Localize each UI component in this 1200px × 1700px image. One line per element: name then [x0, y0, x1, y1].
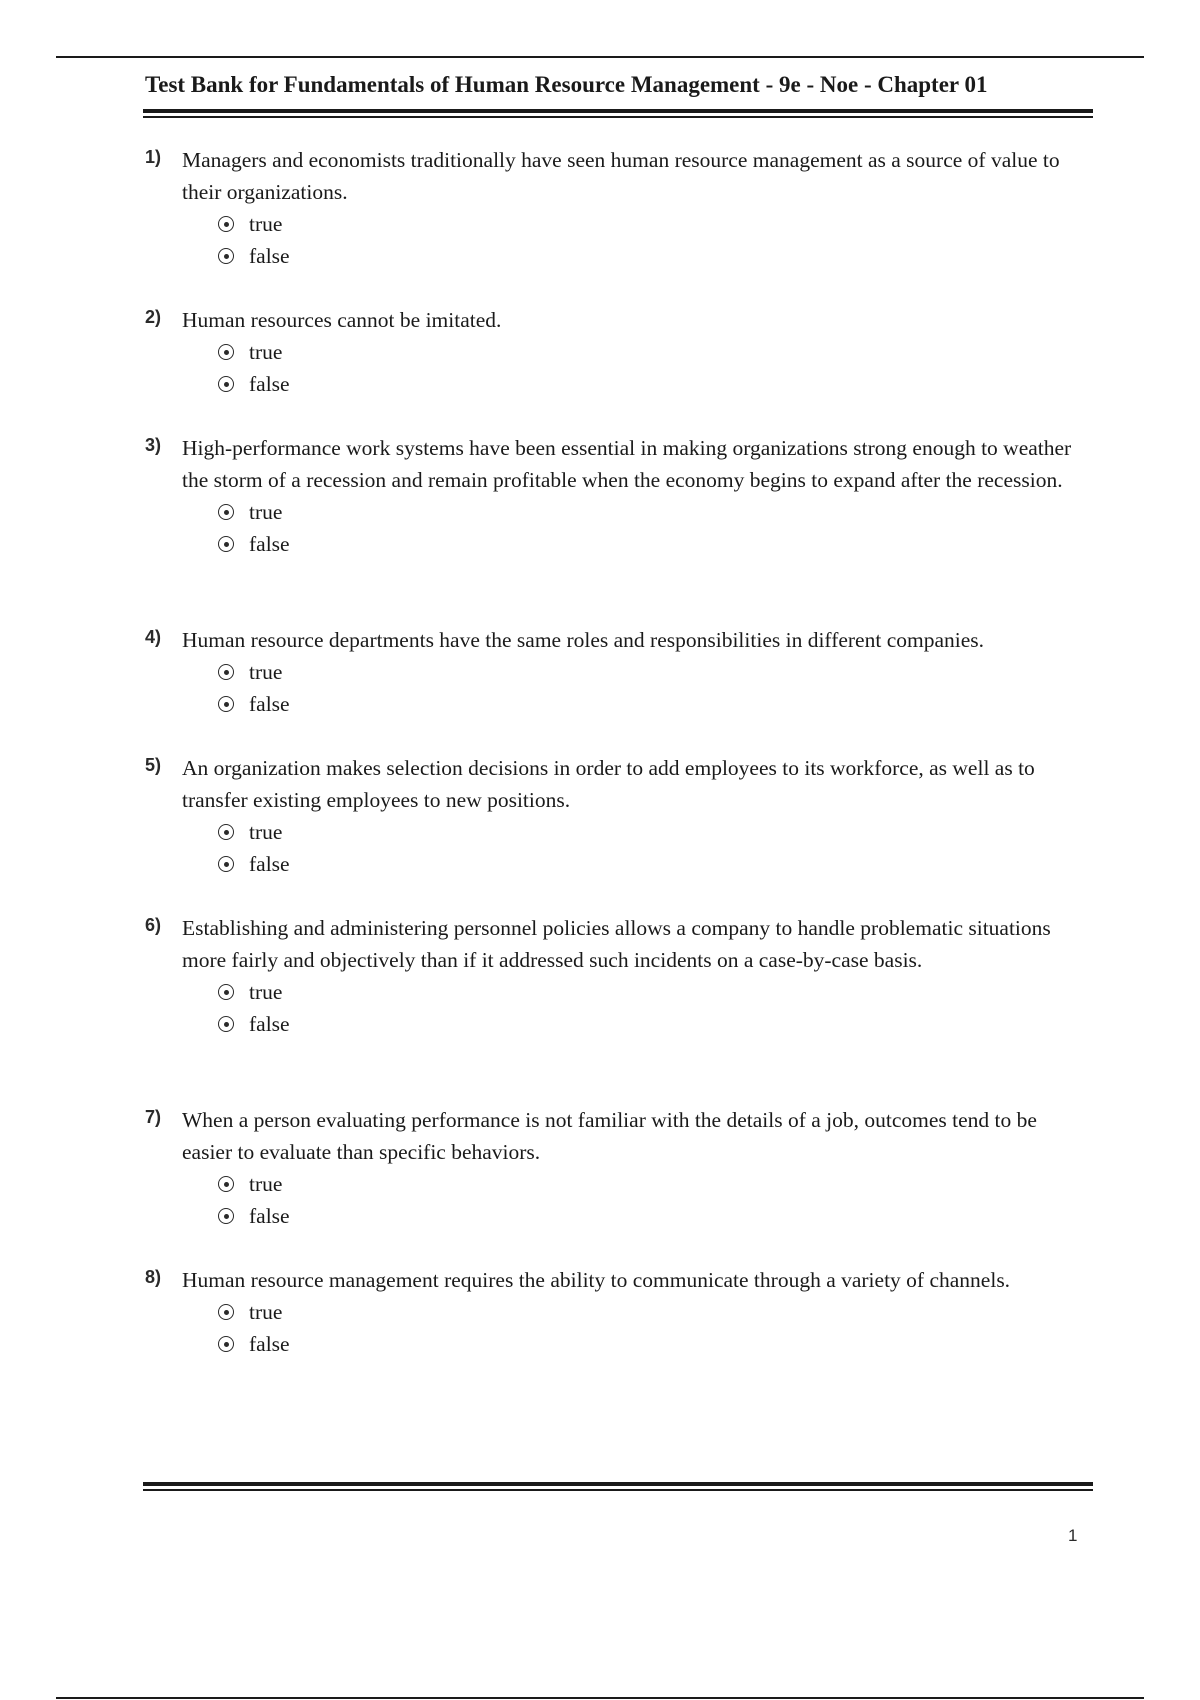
- option-true[interactable]: [218, 496, 1095, 528]
- question-number: 7): [145, 1107, 162, 1127]
- option-label: false: [249, 1203, 290, 1228]
- question-number: 5): [145, 755, 162, 775]
- question-text: An organization makes selection decisions in order to add employees to its workforce, as well as to transfer existing employees to new positions.: [182, 756, 1035, 812]
- radio-button-icon[interactable]: [218, 824, 234, 840]
- question-text: Establishing and administering personnel policies allows a company to handle problematic situations more fairly and objectively than if it addressed such incidents on a case-by-case basis.: [182, 916, 1051, 972]
- option-false[interactable]: [218, 1200, 1095, 1232]
- radio-button-icon[interactable]: [218, 1336, 234, 1352]
- question-text: Human resource departments have the same roles and responsibilities in different companies.: [182, 628, 985, 652]
- option-label: true: [249, 1171, 283, 1196]
- answer-options: [218, 656, 1095, 720]
- document-title: Test Bank for Fundamentals of Human Resource Management - 9e - Noe - Chapter 01: [145, 72, 988, 97]
- radio-button-icon[interactable]: [218, 376, 234, 392]
- question-5: [145, 752, 1095, 880]
- question-6: [145, 912, 1095, 1040]
- radio-button-icon[interactable]: [218, 248, 234, 264]
- question-number: 8): [145, 1267, 162, 1287]
- option-true[interactable]: [218, 208, 1095, 240]
- option-true[interactable]: [218, 976, 1095, 1008]
- question-text: High-performance work systems have been essential in making organizations strong enough to weather the storm of a recession and remain profitable when the economy begins to expand after the recession.: [182, 436, 1072, 492]
- radio-button-icon[interactable]: [218, 504, 234, 520]
- answer-options: [218, 336, 1095, 400]
- option-false[interactable]: [218, 688, 1095, 720]
- radio-button-icon[interactable]: [218, 216, 234, 232]
- option-false[interactable]: [218, 240, 1095, 272]
- question-number: 2): [145, 307, 162, 327]
- question-4: [145, 624, 1095, 720]
- radio-button-icon[interactable]: [218, 664, 234, 680]
- option-true[interactable]: [218, 1296, 1095, 1328]
- header-double-rule: [143, 109, 1093, 120]
- radio-button-icon[interactable]: [218, 696, 234, 712]
- question-number: 4): [145, 627, 162, 647]
- radio-button-icon[interactable]: [218, 984, 234, 1000]
- option-false[interactable]: [218, 528, 1095, 560]
- option-label: false: [249, 371, 290, 396]
- option-label: false: [249, 851, 290, 876]
- question-number: 1): [145, 147, 162, 167]
- question-text: Managers and economists traditionally have seen human resource management as a source of value to their organizations.: [182, 148, 1060, 204]
- radio-button-icon[interactable]: [218, 536, 234, 552]
- page-top-rule: [56, 56, 1144, 58]
- option-label: true: [249, 819, 283, 844]
- question-2: [145, 304, 1095, 400]
- option-label: true: [249, 979, 283, 1004]
- answer-options: [218, 1168, 1095, 1232]
- footer-double-rule: [143, 1482, 1093, 1493]
- answer-options: [218, 976, 1095, 1040]
- option-true[interactable]: [218, 816, 1095, 848]
- question-8: [145, 1264, 1095, 1360]
- question-7: [145, 1104, 1095, 1232]
- question-3: [145, 432, 1095, 560]
- answer-options: [218, 496, 1095, 560]
- question-text: Human resources cannot be imitated.: [182, 308, 502, 332]
- option-label: true: [249, 659, 283, 684]
- page-number: 1: [1068, 1526, 1078, 1545]
- option-label: false: [249, 1011, 290, 1036]
- answer-options: [218, 816, 1095, 880]
- question-1: [145, 144, 1095, 272]
- option-label: true: [249, 211, 283, 236]
- option-label: false: [249, 531, 290, 556]
- option-label: true: [249, 339, 283, 364]
- option-label: true: [249, 1299, 283, 1324]
- option-true[interactable]: [218, 1168, 1095, 1200]
- radio-button-icon[interactable]: [218, 1016, 234, 1032]
- option-false[interactable]: [218, 848, 1095, 880]
- option-true[interactable]: [218, 336, 1095, 368]
- answer-options: [218, 208, 1095, 272]
- option-label: false: [249, 243, 290, 268]
- option-label: true: [249, 499, 283, 524]
- question-number: 6): [145, 915, 162, 935]
- question-text: When a person evaluating performance is not familiar with the details of a job, outcomes tend to be easier to evaluate than specific behaviors.: [182, 1108, 1037, 1164]
- page-bottom-rule: [56, 1697, 1144, 1699]
- radio-button-icon[interactable]: [218, 1176, 234, 1192]
- answer-options: [218, 1296, 1095, 1360]
- question-number: 3): [145, 435, 162, 455]
- radio-button-icon[interactable]: [218, 856, 234, 872]
- option-false[interactable]: [218, 368, 1095, 400]
- radio-button-icon[interactable]: [218, 344, 234, 360]
- option-true[interactable]: [218, 656, 1095, 688]
- option-label: false: [249, 1331, 290, 1356]
- question-text: Human resource management requires the ability to communicate through a variety of channels.: [182, 1268, 1011, 1292]
- option-false[interactable]: [218, 1008, 1095, 1040]
- radio-button-icon[interactable]: [218, 1208, 234, 1224]
- option-label: false: [249, 691, 290, 716]
- option-false[interactable]: [218, 1328, 1095, 1360]
- radio-button-icon[interactable]: [218, 1304, 234, 1320]
